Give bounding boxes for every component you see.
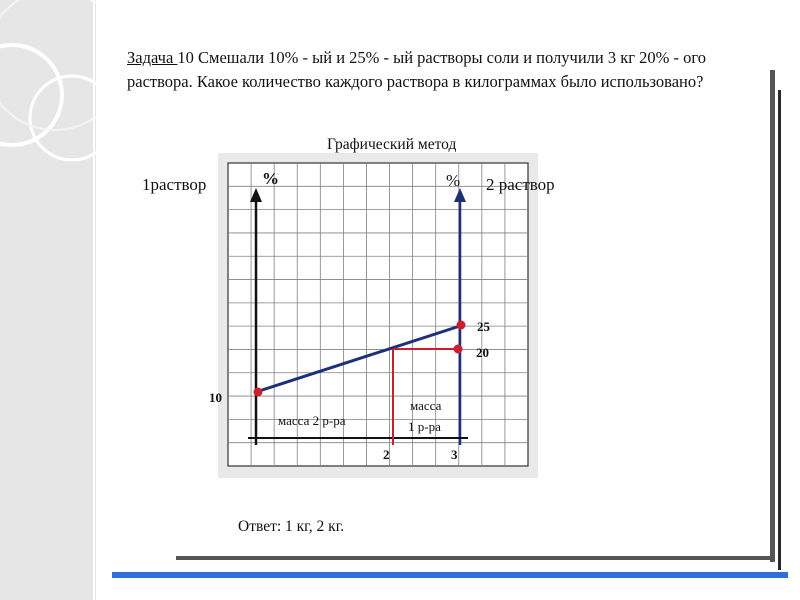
right-axis-title: 2 раствор <box>486 175 555 194</box>
tick-label-10: 10 <box>209 390 222 405</box>
mass1-label-line2: 1 р-ра <box>408 419 441 434</box>
task-text: 10 Смешали 10% - ый и 25% - ый растворы соли и получили 3 кг 20% - ого раствора. Какое количество каждого раствора в килограммах было использовано? <box>127 48 706 91</box>
tick-label-25: 25 <box>477 319 490 334</box>
point-10 <box>254 388 263 397</box>
mass1-label-line1: масса <box>410 398 442 413</box>
mass2-label: масса 2 р-ра <box>278 413 346 428</box>
left-percent-symbol: % <box>262 169 279 188</box>
tick-label-3: 3 <box>451 447 458 462</box>
tick-label-20: 20 <box>476 345 489 360</box>
grid-background <box>228 163 528 466</box>
point-20 <box>454 345 463 354</box>
tick-label-2: 2 <box>383 447 390 462</box>
method-title: Графический метод <box>327 136 457 153</box>
task-label: Задача <box>127 48 178 67</box>
left-axis-title: 1раствор <box>142 175 207 194</box>
answer-text: Ответ: 1 кг, 2 кг. <box>238 518 345 535</box>
point-25 <box>457 321 466 330</box>
right-percent-symbol: % <box>446 171 461 190</box>
